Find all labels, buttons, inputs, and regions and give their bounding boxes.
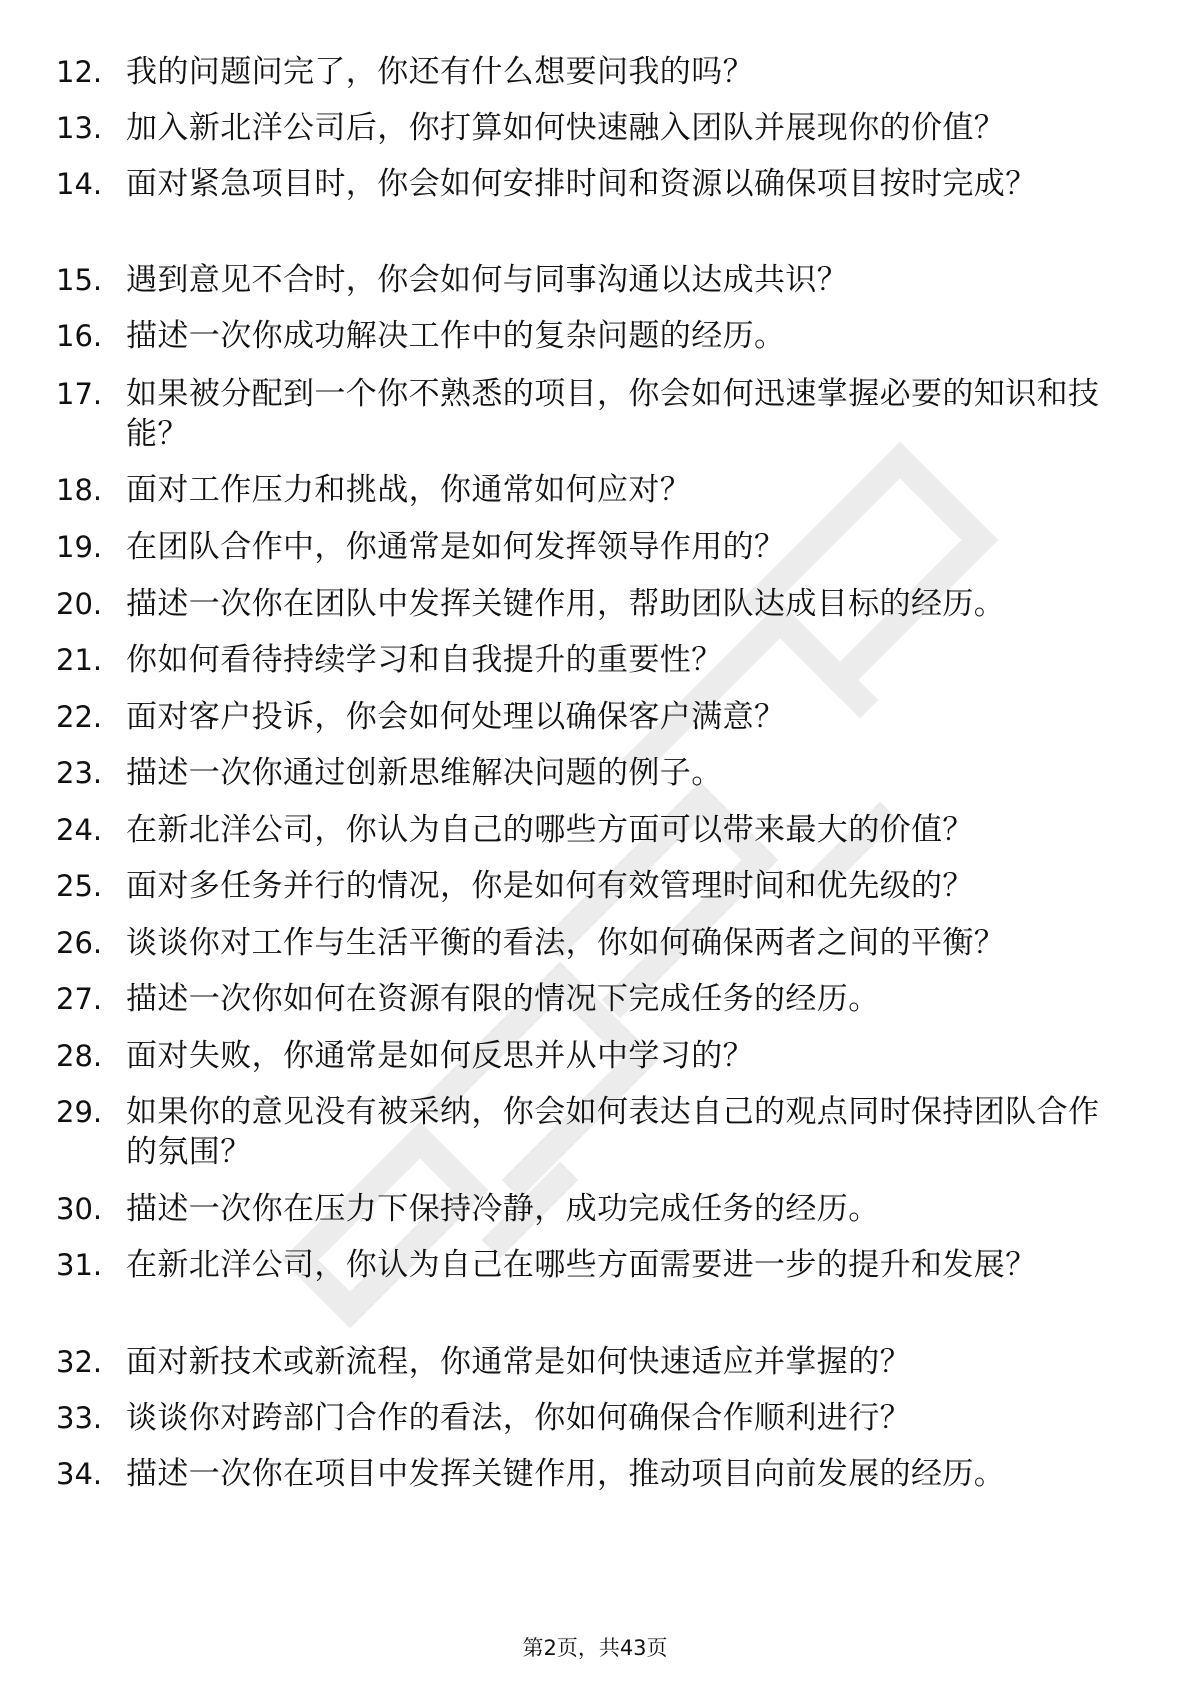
question-text: 描述一次你在项目中发挥关键作用，推动项目向前发展的经历。 (126, 1456, 1006, 1492)
question-text: 面对客户投诉，你会如何处理以确保客户满意？ (126, 699, 786, 735)
question-number: 13. (56, 111, 103, 145)
question-number: 18. (56, 473, 103, 507)
question-number: 21. (56, 643, 103, 677)
question-number: 28. (56, 1039, 103, 1073)
question-text: 如果你的意见没有被采纳，你会如何表达自己的观点同时保持团队合作的氛围？ (126, 1094, 1100, 1170)
question-text: 谈谈你对跨部门合作的看法，你如何确保合作顺利进行？ (126, 1400, 911, 1436)
question-number: 31. (56, 1248, 103, 1282)
question-number: 12. (56, 55, 103, 89)
question-number: 25. (56, 869, 103, 903)
question-text: 我的问题问完了，你还有什么想要问我的吗？ (126, 54, 754, 90)
question-text: 描述一次你通过创新思维解决问题的例子。 (126, 755, 723, 791)
question-number: 19. (56, 530, 103, 564)
question-text: 描述一次你在团队中发挥关键作用，帮助团队达成目标的经历。 (126, 586, 1006, 622)
question-number: 16. (56, 319, 103, 353)
question-number: 29. (56, 1095, 103, 1129)
question-text: 描述一次你成功解决工作中的复杂问题的经历。 (126, 318, 786, 354)
question-number: 23. (56, 756, 103, 790)
question-text: 描述一次你在压力下保持冷静，成功完成任务的经历。 (126, 1191, 880, 1227)
question-text: 面对工作压力和挑战，你通常如何应对？ (126, 472, 692, 508)
question-number: 30. (56, 1192, 103, 1226)
question-number: 26. (56, 926, 103, 960)
question-number: 34. (56, 1457, 103, 1491)
question-number: 33. (56, 1401, 103, 1435)
question-text: 加入新北洋公司后，你打算如何快速融入团队并展现你的价值？ (126, 110, 1006, 146)
question-text: 你如何看待持续学习和自我提升的重要性？ (126, 642, 723, 678)
question-number: 27. (56, 982, 103, 1016)
question-text: 在团队合作中，你通常是如何发挥领导作用的？ (126, 529, 786, 565)
question-number: 20. (56, 587, 103, 621)
question-text: 面对多任务并行的情况，你是如何有效管理时间和优先级的？ (126, 868, 974, 904)
question-text: 面对紧急项目时，你会如何安排时间和资源以确保项目按时完成？ (126, 166, 1037, 202)
question-text: 如果被分配到一个你不熟悉的项目，你会如何迅速掌握必要的知识和技能？ (126, 376, 1100, 452)
question-text: 遇到意见不合时，你会如何与同事沟通以达成共识？ (126, 262, 849, 298)
question-text: 在新北洋公司，你认为自己在哪些方面需要进一步的提升和发展？ (126, 1247, 1037, 1283)
page-number: 第2页，共43页 (522, 1636, 668, 1660)
question-number: 15. (56, 263, 103, 297)
question-number: 24. (56, 813, 103, 847)
question-text: 谈谈你对工作与生活平衡的看法，你如何确保两者之间的平衡？ (126, 925, 1006, 961)
question-text: 描述一次你如何在资源有限的情况下完成任务的经历。 (126, 981, 880, 1017)
question-number: 14. (56, 167, 103, 201)
question-text: 面对失败，你通常是如何反思并从中学习的？ (126, 1038, 754, 1074)
question-number: 32. (56, 1345, 103, 1379)
question-number: 22. (56, 700, 103, 734)
question-text: 在新北洋公司，你认为自己的哪些方面可以带来最大的价值？ (126, 812, 974, 848)
question-text: 面对新技术或新流程，你通常是如何快速适应并掌握的？ (126, 1344, 911, 1380)
question-number: 17. (56, 377, 103, 411)
